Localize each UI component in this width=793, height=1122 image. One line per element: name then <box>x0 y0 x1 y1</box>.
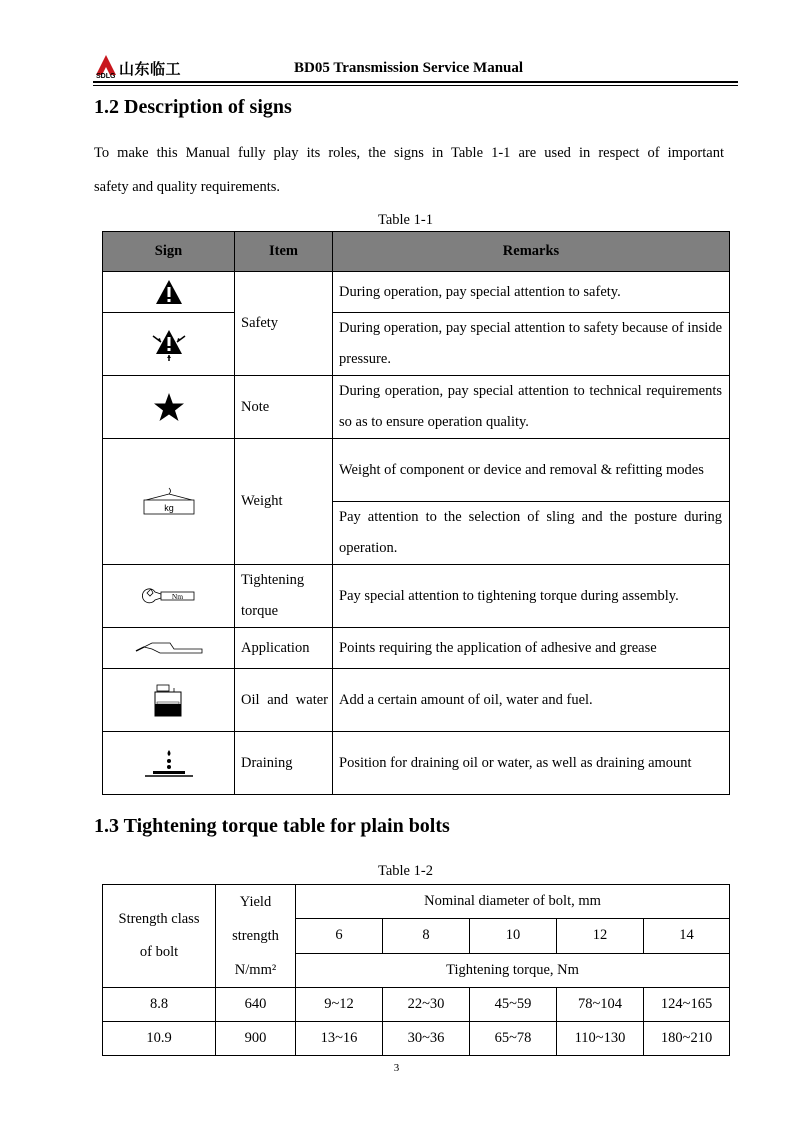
yield-strength-header: Yield strength N/mm² <box>216 885 296 988</box>
remarks-cell: Weight of component or device and removal & refitting modes <box>333 439 730 502</box>
diameter-cell: 12 <box>557 919 644 953</box>
remarks-cell: Position for draining oil or water, as well as draining amount <box>333 732 730 795</box>
item-safety: Safety <box>235 272 333 376</box>
class-cell: 10.9 <box>103 1022 216 1056</box>
remarks-cell: During operation, pay special attention to technical requirements so as to ensure operation quality. <box>333 376 730 439</box>
adhesive-tube-icon <box>134 639 204 657</box>
table-row <box>103 272 730 313</box>
table-row <box>103 732 730 795</box>
torque-cell: 30~36 <box>383 1022 470 1056</box>
item-weight: Weight <box>235 439 333 565</box>
torque-cell: 22~30 <box>383 988 470 1022</box>
intro-line-1: To make this Manual fully play its roles, the signs in Table 1-1 are used in respect of important <box>94 145 724 161</box>
table-header-row <box>103 232 730 272</box>
torque-cell: 180~210 <box>644 1022 730 1056</box>
header-rule-thin <box>93 85 738 86</box>
nominal-diameter-header: Nominal diameter of bolt, mm <box>296 885 730 919</box>
remarks-cell: Pay attention to the selection of sling and the posture during operation. <box>333 502 730 565</box>
intro-line-2: safety and quality requirements. <box>94 179 281 195</box>
header-item: Item <box>235 232 333 272</box>
svg-text:SDLG: SDLG <box>96 73 116 79</box>
torque-cell: 9~12 <box>296 988 383 1022</box>
header-remarks: Remarks <box>333 232 730 272</box>
strength-class-header: Strength class of bolt <box>103 885 216 988</box>
table-row <box>103 376 730 439</box>
page-number: 3 <box>393 1062 400 1074</box>
sign-cell <box>103 376 235 439</box>
sign-cell <box>103 732 235 795</box>
sign-cell <box>103 669 235 732</box>
yield-cell: 900 <box>216 1022 296 1056</box>
diameter-cell: 10 <box>470 919 557 953</box>
star-icon <box>153 392 185 422</box>
signs-table <box>102 231 730 795</box>
draining-icon <box>143 748 195 778</box>
table-row <box>103 669 730 732</box>
remarks-cell: Pay special attention to tightening torque during assembly. <box>333 565 730 628</box>
torque-cell: 110~130 <box>557 1022 644 1056</box>
remarks-cell: During operation, pay special attention to safety because of inside pressure. <box>333 313 730 376</box>
kg-label: kg <box>163 502 174 513</box>
sign-cell <box>103 439 235 565</box>
remarks-cell: Add a certain amount of oil, water and fuel. <box>333 669 730 732</box>
table-row <box>103 628 730 669</box>
yield-cell: 640 <box>216 988 296 1022</box>
remarks-cell: Points requiring the application of adhesive and grease <box>333 628 730 669</box>
section-1-2-heading: 1.2 Description of signs <box>94 96 292 118</box>
table-row <box>103 439 730 502</box>
sdlg-logo <box>94 49 204 79</box>
diameter-cell: 8 <box>383 919 470 953</box>
sdlg-logo-icon <box>94 49 204 79</box>
diameter-cell: 6 <box>296 919 383 953</box>
diameter-cell: 14 <box>644 919 730 953</box>
oil-can-icon <box>152 682 186 718</box>
tightening-torque-header: Tightening torque, Nm <box>296 953 730 987</box>
sign-cell <box>103 272 235 313</box>
svg-text:山东临工: 山东临工 <box>119 60 182 78</box>
table-header-row <box>103 885 730 919</box>
torque-table <box>102 884 730 1056</box>
header-sign: Sign <box>103 232 235 272</box>
item-oil-water: Oil and water <box>235 669 333 732</box>
class-cell: 8.8 <box>103 988 216 1022</box>
item-torque: Tightening torque <box>235 565 333 628</box>
item-note: Note <box>235 376 333 439</box>
table-row <box>103 313 730 376</box>
item-application: Application <box>235 628 333 669</box>
pressure-warning-icon <box>151 326 187 362</box>
sign-cell <box>103 313 235 376</box>
item-draining: Draining <box>235 732 333 795</box>
kg-weight-icon <box>142 486 196 518</box>
sign-cell <box>103 565 235 628</box>
nm-label: Nm <box>171 592 183 601</box>
header-rule <box>93 81 738 83</box>
warning-triangle-icon <box>154 278 184 306</box>
sign-cell <box>103 628 235 669</box>
table-row <box>103 1022 730 1056</box>
torque-cell: 65~78 <box>470 1022 557 1056</box>
torque-cell: 45~59 <box>470 988 557 1022</box>
table-1-1-caption: Table 1-1 <box>378 212 433 228</box>
table-row <box>103 565 730 628</box>
remarks-cell: During operation, pay special attention to safety. <box>333 272 730 313</box>
torque-cell: 13~16 <box>296 1022 383 1056</box>
section-1-3-heading: 1.3 Tightening torque table for plain bolts <box>94 815 450 837</box>
table-1-2-caption: Table 1-2 <box>378 863 433 879</box>
torque-cell: 78~104 <box>557 988 644 1022</box>
manual-title: BD05 Transmission Service Manual <box>294 60 524 76</box>
table-row <box>103 988 730 1022</box>
wrench-torque-icon <box>141 586 197 606</box>
torque-cell: 124~165 <box>644 988 730 1022</box>
